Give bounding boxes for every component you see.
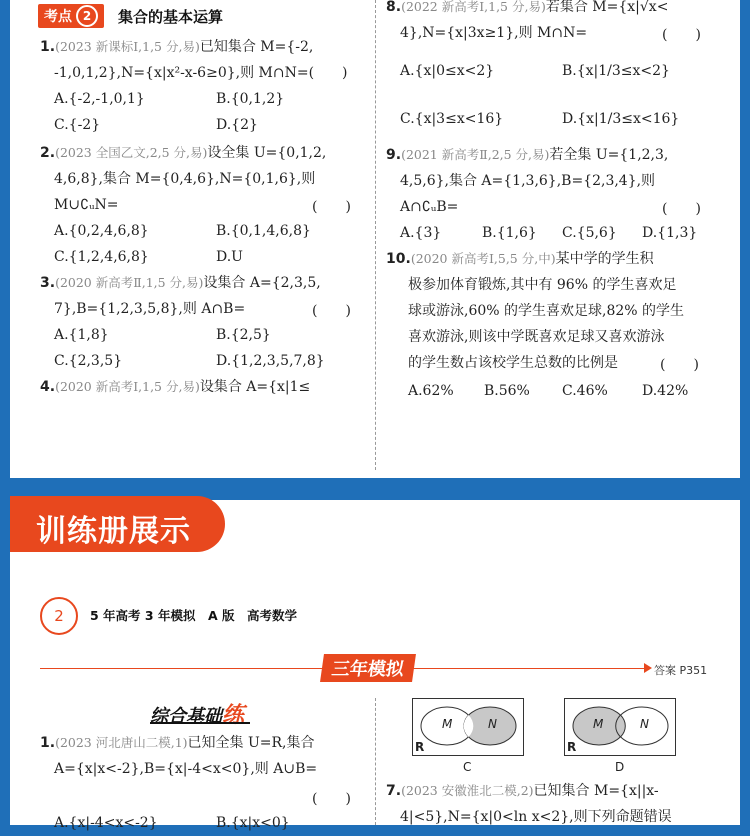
q2-option-a[interactable]: A.{0,2,4,6,8}	[54, 223, 149, 239]
q3-option-a[interactable]: A.{1,8}	[54, 327, 109, 343]
section-badge	[38, 4, 104, 28]
q2-option-d[interactable]: D.U	[216, 249, 243, 265]
subsection-title: 综合基础练	[150, 703, 245, 728]
q2-answer-blank[interactable]: ( )	[312, 199, 351, 215]
question-10-line2: 极参加体育锻炼,其中有 96% 的学生喜欢足	[408, 277, 677, 293]
q8-answer-blank[interactable]: ( )	[662, 27, 701, 43]
question-9: 9.(2021 新高考Ⅱ,2,5 分,易)若全集 U={1,2,3,	[386, 147, 669, 163]
wq1-option-a[interactable]: A.{x|-4<x<-2}	[54, 815, 158, 831]
question-9-line3: A∩∁ᵤB=	[400, 199, 459, 215]
venn-c-m-label: M	[442, 717, 453, 731]
question-8: 8.(2022 新高考Ⅰ,1,5 分,易)若集合 M={x|√x<	[386, 0, 669, 15]
wq1-answer-blank[interactable]: ( )	[312, 791, 351, 807]
q8-option-d[interactable]: D.{x|1/3≤x<16}	[562, 111, 680, 127]
workbook-question-7-line2: 4|<5},N={x|0<ln x<2},则下列命题错误	[400, 809, 672, 825]
column-divider	[375, 0, 376, 470]
question-10-line5: 的学生数占该校学生总数的比例是	[408, 355, 618, 371]
section-label: 三年模拟	[320, 654, 416, 682]
question-4: 4.(2020 新高考Ⅰ,1,5 分,易)设集合 A={x|1≤	[40, 379, 311, 395]
badge-label: 考点	[44, 9, 72, 25]
q9-option-c[interactable]: C.{5,6}	[562, 225, 617, 241]
q9-answer-blank[interactable]: ( )	[662, 201, 701, 217]
column-divider-bottom	[375, 698, 376, 825]
venn-d-caption: D	[615, 760, 625, 774]
q1-option-b[interactable]: B.{0,1,2}	[216, 91, 285, 107]
venn-c-caption: C	[463, 760, 472, 774]
q8-option-a[interactable]: A.{x|0≤x<2}	[400, 63, 495, 79]
q1-option-c[interactable]: C.{-2}	[54, 117, 101, 133]
q3-option-b[interactable]: B.{2,5}	[216, 327, 271, 343]
question-3: 3.(2020 新高考Ⅱ,1,5 分,易)设集合 A={2,3,5,	[40, 275, 321, 291]
q9-option-d[interactable]: D.{1,3}	[642, 225, 698, 241]
page-number: 2	[40, 597, 78, 635]
question-3-line2: 7},B={1,2,3,5,8},则 A∩B=	[54, 301, 246, 317]
q2-option-c[interactable]: C.{1,2,4,6,8}	[54, 249, 149, 265]
q8-option-c[interactable]: C.{x|3≤x<16}	[400, 111, 504, 127]
subsection-underline	[150, 722, 250, 724]
question-2: 2.(2023 全国乙文,2,5 分,易)设全集 U={0,1,2,	[40, 145, 327, 161]
question-10-line4: 喜欢游泳,则该中学既喜欢足球又喜欢游泳	[408, 329, 665, 345]
q10-option-b[interactable]: B.56%	[484, 383, 530, 399]
question-10: 10.(2020 新高考Ⅰ,5,5 分,中)某中学的学生积	[386, 251, 654, 267]
venn-d-m-label: M	[593, 717, 604, 731]
q3-option-c[interactable]: C.{2,3,5}	[54, 353, 123, 369]
q9-option-b[interactable]: B.{1,6}	[482, 225, 537, 241]
q3-answer-blank[interactable]: ( )	[312, 303, 351, 319]
question-8-line2: 4},N={x|3x≥1},则 M∩N=	[400, 25, 588, 41]
question-2-line2: 4,6,8},集合 M={0,4,6},N={0,1,6},则	[54, 171, 316, 187]
banner-title: 训练册展示	[36, 514, 191, 549]
arrow-right-icon	[644, 663, 652, 673]
wq1-option-b[interactable]: B.{x|x<0}	[216, 815, 290, 831]
q10-option-c[interactable]: C.46%	[562, 383, 608, 399]
venn-d-n-label: N	[640, 717, 649, 731]
q1-option-d[interactable]: D.{2}	[216, 117, 258, 133]
question-10-line3: 球或游泳,60% 的学生喜欢足球,82% 的学生	[408, 303, 685, 319]
venn-diagram-d	[564, 698, 676, 756]
question-1-line2: -1,0,1,2},N={x|x²-x-6≥0},则 M∩N=( )	[54, 65, 348, 81]
q8-option-b[interactable]: B.{x|1/3≤x<2}	[562, 63, 670, 79]
venn-c-r-label: R	[415, 740, 425, 754]
workbook-question-1: 1.(2023 河北唐山二模,1)已知全集 U=R,集合	[40, 735, 315, 751]
q9-option-a[interactable]: A.{3}	[400, 225, 442, 241]
q10-option-a[interactable]: A.62%	[408, 383, 454, 399]
venn-c-n-label: N	[488, 717, 497, 731]
q1-option-a[interactable]: A.{-2,-1,0,1}	[54, 91, 145, 107]
question-2-line3: M∪∁ᵤN=	[54, 197, 119, 213]
badge-number: 2	[76, 5, 98, 27]
workbook-question-7: 7.(2023 安徽淮北二模,2)已知集合 M={x||x-	[386, 783, 659, 799]
book-title: 5 年高考 3 年模拟 A 版 高考数学	[90, 608, 297, 623]
q10-option-d[interactable]: D.42%	[642, 383, 689, 399]
workbook-question-1-line2: A={x|x<-2},B={x|-4<x<0},则 A∪B=	[54, 761, 318, 777]
section-title: 集合的基本运算	[118, 8, 224, 26]
answer-reference: 答案 P351	[654, 664, 708, 677]
q3-option-d[interactable]: D.{1,2,3,5,7,8}	[216, 353, 325, 369]
q2-option-b[interactable]: B.{0,1,4,6,8}	[216, 223, 311, 239]
question-1: 1.(2023 新课标Ⅰ,1,5 分,易)已知集合 M={-2,	[40, 39, 314, 55]
venn-d-r-label: R	[567, 740, 577, 754]
q10-answer-blank[interactable]: ( )	[660, 357, 699, 373]
venn-diagram-c	[412, 698, 524, 756]
question-9-line2: 4,5,6},集合 A={1,3,6},B={2,3,4},则	[400, 173, 656, 189]
